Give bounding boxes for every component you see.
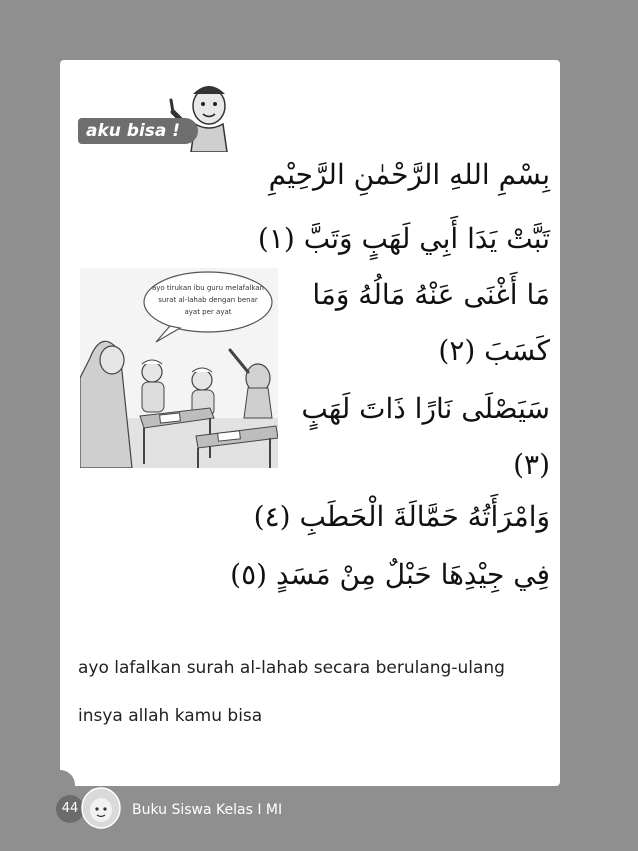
page-number: 44 [56,795,84,823]
classroom-illustration [80,268,278,468]
verse-line: فِي جِيْدِهَا حَبْلٌ مِنْ مَسَدٍ (٥) [230,558,550,591]
verse-line: مَا أَغْنَى عَنْهُ مَالُهُ وَمَا [312,278,550,311]
verse-line: وَامْرَأَتُهُ حَمَّالَةَ الْحَطَبِ (٤) [253,500,550,533]
speech-bubble-line: surat al-lahab dengan benar [158,296,258,304]
girl-avatar-icon [80,786,122,830]
verse-line: (٣) [513,448,550,481]
verse-line: سَيَصْلَى نَارًا ذَاتَ لَهَبٍ [301,392,550,425]
basmala-line: بِسْمِ اللهِ الرَّحْمٰنِ الرَّحِيْمِ [268,158,550,191]
instruction-text: ayo lafalkan surah al-lahab secara berulang-ulang [78,658,505,678]
verse-line: تَبَّتْ يَدَا أَبِي لَهَبٍ وَتَبَّ (١) [257,222,550,255]
verse-line: كَسَبَ (٢) [438,334,550,367]
speech-bubble-line: ayat per ayat [184,308,232,316]
speech-bubble-line: ayo tirukan ibu guru melafalkan [151,284,265,292]
encouragement-text: insya allah kamu bisa [78,706,263,726]
book-title: Buku Siswa Kelas I MI [132,802,283,818]
aku-bisa-badge: aku bisa ! [78,118,198,144]
